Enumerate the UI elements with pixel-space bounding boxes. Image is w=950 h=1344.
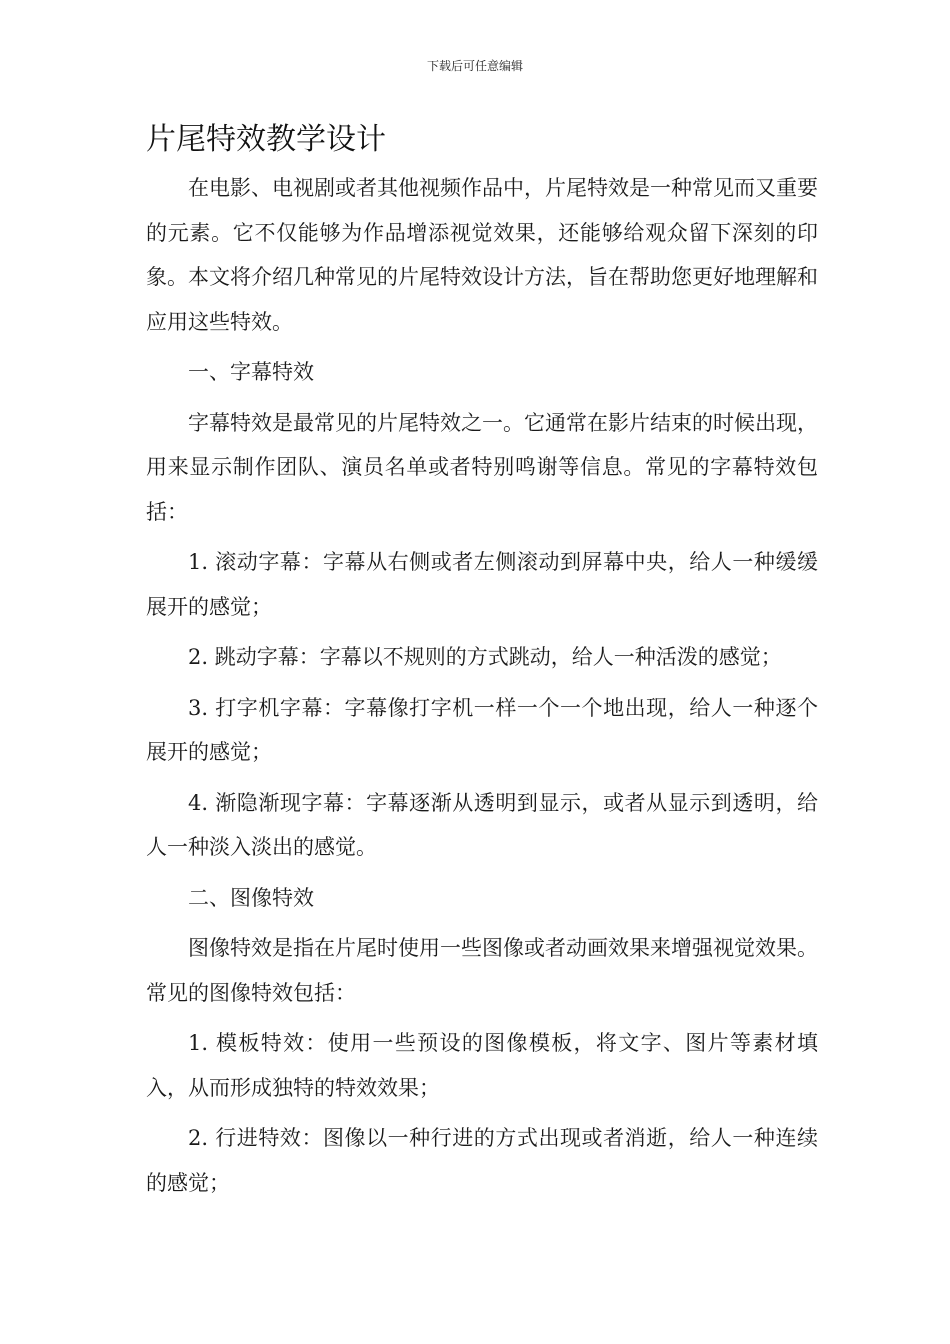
section-heading: 二、图像特效 — [188, 885, 314, 910]
list-item: 1. 滚动字幕：字幕从右侧或者左侧滚动到屏幕中央，给人一种缓缓展开的感觉； — [146, 550, 818, 619]
list-item: 2. 行进特效：图像以一种行进的方式出现或者消逝，给人一种连续的感觉； — [146, 1126, 818, 1195]
list-item: 2. 跳动字幕：字幕以不规则的方式跳动，给人一种活泼的感觉； — [188, 645, 782, 669]
page-header: 下载后可任意编辑 — [426, 59, 523, 73]
section-heading: 一、字幕特效 — [188, 360, 314, 384]
list-item: 3. 打字机字幕：字幕像打字机一样一个一个地出现，给人一种逐个展开的感觉； — [146, 695, 818, 764]
document-body — [146, 166, 818, 1211]
document-title: 片尾特效教学设计 — [146, 122, 386, 157]
list-item: 4. 渐隐渐现字幕：字幕逐渐从透明到显示，或者从显示到透明，给人一种淡入淡出的感觉。 — [146, 790, 818, 859]
body-paragraph: 字幕特效是最常见的片尾特效之一。它通常在影片结束的时候出现，用来显示制作团队、演员名单或者特别鸣谢等信息。常见的字幕特效包括： — [146, 410, 818, 524]
body-paragraph: 图像特效是指在片尾时使用一些图像或者动画效果来增强视觉效果。常见的图像特效包括： — [146, 936, 818, 1005]
intro-paragraph: 在电影、电视剧或者其他视频作品中，片尾特效是一种常见而又重要的元素。它不仅能够为作品增添视觉效果，还能够给观众留下深刻的印象。本文将介绍几种常见的片尾特效设计方法，旨在帮助您更好地理解和应用这些特效。 — [146, 176, 818, 334]
list-item: 1. 模板特效：使用一些预设的图像模板，将文字、图片等素材填入，从而形成独特的特效效果； — [146, 1031, 818, 1100]
